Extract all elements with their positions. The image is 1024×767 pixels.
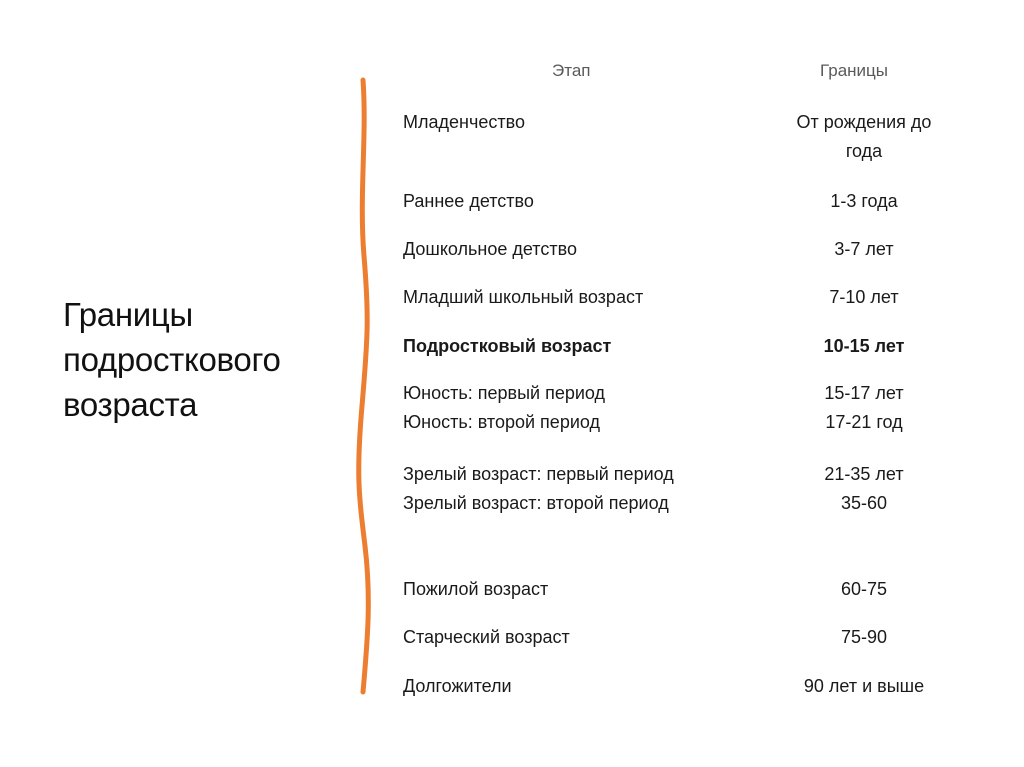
stage-text: Юность: второй период [403, 412, 600, 432]
slide-title-line: возраста [63, 386, 198, 423]
bounds-text: 7-10 лет [829, 287, 899, 307]
bounds-text: 60-75 [840, 579, 888, 599]
stage-text: Подростковый возраст [403, 336, 612, 356]
stage-text: Младший школьный возраст [403, 287, 644, 307]
bounds-cell [764, 332, 964, 361]
bounds-cell [764, 575, 964, 604]
stage-cell [403, 672, 763, 701]
bounds-cell [764, 460, 964, 518]
stage-cell [403, 283, 763, 312]
stage-cell [403, 332, 763, 361]
stage-text: Зрелый возраст: второй период [403, 493, 669, 513]
stage-text: Юность: первый период [403, 383, 606, 403]
stage-cell [403, 575, 763, 604]
stage-text: Зрелый возраст: первый период [403, 464, 674, 484]
bounds-text: 3-7 лет [834, 239, 894, 259]
stage-text: Дошкольное детство [403, 239, 577, 259]
stage-cell [403, 235, 763, 264]
bounds-cell [764, 623, 964, 652]
bounds-text: года [845, 141, 883, 161]
bounds-text: 17-21 год [825, 412, 903, 432]
stage-text: Раннее детство [403, 191, 534, 211]
column-header-bounds: Границы [820, 61, 888, 80]
stage-text: Пожилой возраст [403, 579, 549, 599]
bounds-text: 90 лет и выше [803, 676, 925, 696]
stage-cell [403, 108, 763, 137]
orange-divider-line [345, 76, 385, 698]
bounds-cell [764, 283, 964, 312]
column-header-stage: Этап [552, 61, 591, 80]
bounds-text: 35-60 [840, 493, 888, 513]
bounds-text: От рождения до [796, 112, 932, 132]
bounds-text: 1-3 года [830, 191, 898, 211]
bounds-cell [764, 672, 964, 701]
slide-title-line: подросткового [63, 341, 281, 378]
stage-cell [403, 379, 763, 437]
stage-text: Младенчество [403, 112, 525, 132]
bounds-text: 75-90 [840, 627, 888, 647]
stage-cell [403, 187, 763, 216]
slide-title [63, 292, 343, 427]
bounds-text: 10-15 лет [823, 336, 905, 356]
bounds-cell [764, 235, 964, 264]
bounds-text: 15-17 лет [824, 383, 904, 403]
stage-text: Долгожители [403, 676, 512, 696]
stage-cell [403, 460, 763, 518]
bounds-cell [764, 379, 964, 437]
bounds-cell [764, 108, 964, 166]
slide-title-line: Границы [63, 296, 193, 333]
bounds-cell [764, 187, 964, 216]
stage-cell [403, 623, 763, 652]
bounds-text: 21-35 лет [824, 464, 904, 484]
stage-text: Старческий возраст [403, 627, 570, 647]
